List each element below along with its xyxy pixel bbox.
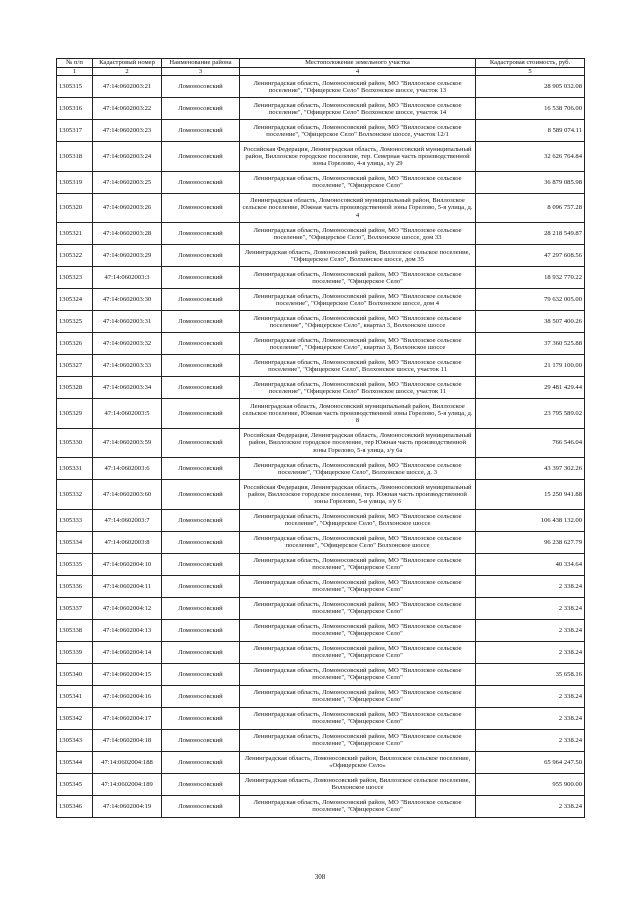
table-row (57, 751, 585, 773)
location-cell: Российская Федерация, Ленинградская область, Ломоносовский муниципальный район, Виллозское городское поселение, тер. Южная часть производственной зоны Горелово, 5-я улица, з/у 6 (240, 480, 476, 510)
cadastral-number-cell: 47:14:0602003:28 (93, 223, 162, 245)
cadastral-value-cell: 15 250 941.88 (476, 480, 585, 510)
table-row (57, 142, 585, 172)
row-number-cell: 1305340 (57, 663, 93, 685)
cadastral-number-cell: 47:14:0602003:22 (93, 98, 162, 120)
cadastral-value-cell: 8 589 074.11 (476, 120, 585, 142)
location-cell: Ленинградская область, Ломоносовский район, МО "Виллозское сельское поселение", "Офицерское Село" (240, 267, 476, 289)
header-row-number: № п/п (57, 59, 93, 68)
location-cell: Ленинградская область, Ломоносовский муниципальный район, Виллозское сельское поселение, Южная часть производственной зоны Горелово, 5-я улица, д. 8 (240, 399, 476, 429)
table-row (57, 685, 585, 707)
district-cell: Ломоносовский (162, 575, 240, 597)
location-cell: Ленинградская область, Ломоносовский район, МО "Виллозское сельское поселение", "Офицерское Село" Волхонское шоссе, участок 12/1 (240, 120, 476, 142)
table-row (57, 509, 585, 531)
table-header (57, 59, 585, 76)
cadastral-number-cell: 47:14:0602003:7 (93, 509, 162, 531)
cadastral-value-cell: 2 338.24 (476, 641, 585, 663)
location-cell: Ленинградская область, Ломоносовский район, МО "Виллозское сельское поселение", "Офицерское Село", Волхонское шоссе, дом 33 (240, 223, 476, 245)
district-cell: Ломоносовский (162, 377, 240, 399)
location-cell: Ленинградская область, Ломоносовский район, МО "Виллозское сельское поселение", "Офицерское Село" (240, 553, 476, 575)
row-number-cell: 1305325 (57, 311, 93, 333)
row-number-cell: 1305342 (57, 707, 93, 729)
location-cell: Ленинградская область, Ломоносовский район, МО "Виллозское сельское поселение", "Офицерское Село" (240, 597, 476, 619)
page-number: 308 (314, 873, 326, 881)
table-row (57, 289, 585, 311)
location-cell: Ленинградская область, Ломоносовский район, МО "Виллозское сельское поселение", "Офицерское Село" Волхонское шоссе, участок 11 (240, 377, 476, 399)
row-number-cell: 1305339 (57, 641, 93, 663)
table-row (57, 267, 585, 289)
location-cell: Ленинградская область, Ломоносовский район, МО "Виллозское сельское поселение", "Офицерское Село" Волхонское шоссе, участок 13 (240, 76, 476, 98)
district-cell: Ломоносовский (162, 597, 240, 619)
table-row (57, 76, 585, 98)
cadastral-value-cell: 28 218 549.87 (476, 223, 585, 245)
cadastral-value-cell: 2 338.24 (476, 685, 585, 707)
district-cell: Ломоносовский (162, 729, 240, 751)
row-number-cell: 1305326 (57, 333, 93, 355)
cadastral-number-cell: 47:14:0602003:24 (93, 142, 162, 172)
header-district-name: Наименование района (162, 59, 240, 68)
table-row (57, 333, 585, 355)
cadastral-value-cell: 47 297 608.56 (476, 245, 585, 267)
district-cell: Ломоносовский (162, 399, 240, 429)
district-cell: Ломоносовский (162, 751, 240, 773)
table-row (57, 311, 585, 333)
row-number-cell: 1305318 (57, 142, 93, 172)
table-body (57, 76, 585, 818)
cadastral-number-cell: 47:14:0602003:60 (93, 480, 162, 510)
cadastral-value-cell: 2 338.24 (476, 707, 585, 729)
cadastral-number-cell: 47:14:0602003:29 (93, 245, 162, 267)
cadastral-number-cell: 47:14:0602004:13 (93, 619, 162, 641)
location-cell: Ленинградская область, Ломоносовский район, Виллозское сельское поселение, Волхонское шоссе (240, 773, 476, 795)
cadastral-number-cell: 47:14:0602003:31 (93, 311, 162, 333)
row-number-cell: 1305332 (57, 480, 93, 510)
row-number-cell: 1305331 (57, 458, 93, 480)
row-number-cell: 1305328 (57, 377, 93, 399)
cadastral-value-cell: 2 338.24 (476, 575, 585, 597)
district-cell: Ломоносовский (162, 98, 240, 120)
row-number-cell: 1305317 (57, 120, 93, 142)
cadastral-value-cell: 23 795 589.02 (476, 399, 585, 429)
cadastral-number-cell: 47:14:0602003:3 (93, 267, 162, 289)
location-cell: Ленинградская область, Ломоносовский муниципальный район, Виллозское сельское поселение, Южная часть производственной зоны Горелово, 5-я улица, д. 4 (240, 193, 476, 223)
cadastral-number-cell: 47:14:0602003:26 (93, 193, 162, 223)
row-number-cell: 1305335 (57, 553, 93, 575)
location-cell: Ленинградская область, Ломоносовский район, МО "Виллозское сельское поселение", "Офицерское Село", Волхонское шоссе (240, 509, 476, 531)
cadastral-number-cell: 47:14:0602004:17 (93, 707, 162, 729)
table-row (57, 399, 585, 429)
location-cell: Ленинградская область, Ломоносовский район, МО "Виллозское сельское поселение", "Офицерское Село" (240, 575, 476, 597)
column-number-2: 2 (93, 68, 162, 76)
location-cell: Ленинградская область, Ломоносовский район, Виллозское сельское поселение, "Офицерское Село", Волхонское шоссе, дом 35 (240, 245, 476, 267)
table-row (57, 663, 585, 685)
district-cell: Ломоносовский (162, 531, 240, 553)
district-cell: Ломоносовский (162, 171, 240, 193)
cadastral-number-cell: 47:14:0602004:14 (93, 641, 162, 663)
row-number-cell: 1305344 (57, 751, 93, 773)
column-number-4: 4 (240, 68, 476, 76)
cadastral-value-cell: 36 879 085.98 (476, 171, 585, 193)
cadastral-number-cell: 47:14:0602003:32 (93, 333, 162, 355)
row-number-cell: 1305341 (57, 685, 93, 707)
cadastral-value-cell: 28 905 032.08 (476, 76, 585, 98)
cadastral-value-cell: 38 507 400.26 (476, 311, 585, 333)
table-row (57, 553, 585, 575)
row-number-cell: 1305316 (57, 98, 93, 120)
cadastral-number-cell: 47:14:0602003:5 (93, 399, 162, 429)
cadastral-value-cell: 955 900.00 (476, 773, 585, 795)
cadastral-value-cell: 96 238 627.79 (476, 531, 585, 553)
row-number-cell: 1305338 (57, 619, 93, 641)
table-row (57, 458, 585, 480)
location-cell: Ленинградская область, Ломоносовский район, Виллозское сельское поселение, «Офицерское Село» (240, 751, 476, 773)
district-cell: Ломоносовский (162, 641, 240, 663)
cadastral-number-cell: 47:14:0602004:188 (93, 751, 162, 773)
table-row (57, 120, 585, 142)
cadastral-number-cell: 47:14:0602004:15 (93, 663, 162, 685)
row-number-cell: 1305337 (57, 597, 93, 619)
cadastral-value-cell: 2 338.24 (476, 597, 585, 619)
location-cell: Ленинградская область, Ломоносовский район, МО "Виллозское сельское поселение", "Офицерское Село" (240, 707, 476, 729)
district-cell: Ломоносовский (162, 245, 240, 267)
column-number-1: 1 (57, 68, 93, 76)
table-row (57, 377, 585, 399)
district-cell: Ломоносовский (162, 480, 240, 510)
cadastral-value-cell: 40 334.64 (476, 553, 585, 575)
district-cell: Ломоносовский (162, 193, 240, 223)
cadastral-number-cell: 47:14:0602004:16 (93, 685, 162, 707)
cadastral-value-table (56, 58, 585, 818)
cadastral-value-cell: 79 632 005.00 (476, 289, 585, 311)
row-number-cell: 1305346 (57, 795, 93, 817)
location-cell: Ленинградская область, Ломоносовский район, МО "Виллозское сельское поселение", "Офицерское Село", квартал 3, Волхонское шоссе (240, 333, 476, 355)
row-number-cell: 1305329 (57, 399, 93, 429)
row-number-cell: 1305315 (57, 76, 93, 98)
table-row (57, 641, 585, 663)
location-cell: Ленинградская область, Ломоносовский район, МО "Виллозское сельское поселение", "Офицерское Село", квартал 3, Волхонское шоссе (240, 311, 476, 333)
cadastral-number-cell: 47:14:0602003:8 (93, 531, 162, 553)
table-row (57, 480, 585, 510)
district-cell: Ломоносовский (162, 707, 240, 729)
cadastral-number-cell: 47:14:0602003:34 (93, 377, 162, 399)
cadastral-number-cell: 47:14:0602003:21 (93, 76, 162, 98)
district-cell: Ломоносовский (162, 355, 240, 377)
table-row (57, 171, 585, 193)
district-cell: Ломоносовский (162, 311, 240, 333)
cadastral-number-cell: 47:14:0602003:23 (93, 120, 162, 142)
location-cell: Ленинградская область, Ломоносовский район, МО "Виллозское сельское поселение", "Офицерское Село" Волхонское шоссе (240, 531, 476, 553)
cadastral-number-cell: 47:14:0602004:11 (93, 575, 162, 597)
table-row (57, 531, 585, 553)
header-cadastral-value: Кадастровая стоимость, руб. (476, 59, 585, 68)
cadastral-value-cell: 65 964 247.50 (476, 751, 585, 773)
district-cell: Ломоносовский (162, 142, 240, 172)
district-cell: Ломоносовский (162, 333, 240, 355)
header-cadastral-number: Кадастровый номер (93, 59, 162, 68)
cadastral-number-cell: 47:14:0602004:19 (93, 795, 162, 817)
location-cell: Российская Федерация, Ленинградская область, Ломоносовский муниципальный район, Виллозское городское поселение, тер Южная часть производственной зоны Горелово, 5-я улица, з/у 6а (240, 428, 476, 458)
location-cell: Ленинградская область, Ломоносовский район, МО "Виллозское сельское поселение", "Офицерское Село" (240, 663, 476, 685)
row-number-cell: 1305324 (57, 289, 93, 311)
table-row (57, 193, 585, 223)
row-number-cell: 1305336 (57, 575, 93, 597)
table-row (57, 619, 585, 641)
cadastral-number-cell: 47:14:0602003:25 (93, 171, 162, 193)
district-cell: Ломоносовский (162, 267, 240, 289)
cadastral-value-cell: 43 397 302.26 (476, 458, 585, 480)
row-number-cell: 1305321 (57, 223, 93, 245)
row-number-cell: 1305345 (57, 773, 93, 795)
table-row (57, 707, 585, 729)
table-row (57, 795, 585, 817)
cadastral-value-cell: 16 538 706.00 (476, 98, 585, 120)
location-cell: Ленинградская область, Ломоносовский район, МО "Виллозское сельское поселение", "Офицерское Село" (240, 171, 476, 193)
cadastral-value-cell: 37 360 525.88 (476, 333, 585, 355)
cadastral-number-cell: 47:14:0602003:33 (93, 355, 162, 377)
district-cell: Ломоносовский (162, 223, 240, 245)
cadastral-number-cell: 47:14:0602004:12 (93, 597, 162, 619)
table-row (57, 98, 585, 120)
cadastral-value-cell: 32 626 764.84 (476, 142, 585, 172)
district-cell: Ломоносовский (162, 663, 240, 685)
district-cell: Ломоносовский (162, 120, 240, 142)
row-number-cell: 1305333 (57, 509, 93, 531)
row-number-cell: 1305323 (57, 267, 93, 289)
row-number-cell: 1305322 (57, 245, 93, 267)
table-row (57, 428, 585, 458)
cadastral-value-cell: 8 096 757.28 (476, 193, 585, 223)
district-cell: Ломоносовский (162, 289, 240, 311)
location-cell: Ленинградская область, Ломоносовский район, МО "Виллозское сельское поселение", "Офицерское Село" (240, 619, 476, 641)
table-row (57, 355, 585, 377)
district-cell: Ломоносовский (162, 773, 240, 795)
district-cell: Ломоносовский (162, 458, 240, 480)
cadastral-value-cell: 766 546.04 (476, 428, 585, 458)
table-row (57, 773, 585, 795)
cadastral-number-cell: 47:14:0602003:6 (93, 458, 162, 480)
location-cell: Ленинградская область, Ломоносовский район, МО "Виллозское сельское поселение", "Офицерское Село" (240, 641, 476, 663)
cadastral-number-cell: 47:14:0602003:59 (93, 428, 162, 458)
table-row (57, 245, 585, 267)
district-cell: Ломоносовский (162, 619, 240, 641)
header-location: Местоположение земельного участка (240, 59, 476, 68)
cadastral-value-cell: 106 438 132.00 (476, 509, 585, 531)
column-number-5: 5 (476, 68, 585, 76)
location-cell: Ленинградская область, Ломоносовский район, МО "Виллозское сельское поселение", "Офицерское Село" (240, 685, 476, 707)
row-number-cell: 1305334 (57, 531, 93, 553)
cadastral-number-cell: 47:14:0602004:18 (93, 729, 162, 751)
location-cell: Ленинградская область, Ломоносовский район, МО "Виллозское сельское поселение", "Офицерское Село" Волхонское шоссе, дом 4 (240, 289, 476, 311)
table-row (57, 597, 585, 619)
location-cell: Ленинградская область, Ломоносовский район, МО "Виллозское сельское поселение", "Офицерское Село" (240, 729, 476, 751)
row-number-cell: 1305343 (57, 729, 93, 751)
location-cell: Российская Федерация, Ленинградская область, Ломоносовский муниципальный район, Виллозское городское поселение, тер. Северная часть производственной зоны Горелово, 4-я улица, з/у 29 (240, 142, 476, 172)
cadastral-value-cell: 21 179 100.00 (476, 355, 585, 377)
row-number-cell: 1305330 (57, 428, 93, 458)
district-cell: Ломоносовский (162, 795, 240, 817)
location-cell: Ленинградская область, Ломоносовский район, МО "Виллозское сельское поселение", "Офицерское Село" (240, 795, 476, 817)
column-number-3: 3 (162, 68, 240, 76)
cadastral-value-cell: 2 338.24 (476, 729, 585, 751)
cadastral-value-cell: 29 481 429.44 (476, 377, 585, 399)
district-cell: Ломоносовский (162, 509, 240, 531)
table-row (57, 575, 585, 597)
row-number-cell: 1305320 (57, 193, 93, 223)
cadastral-value-cell: 2 338.24 (476, 619, 585, 641)
cadastral-number-cell: 47:14:0602004:10 (93, 553, 162, 575)
location-cell: Ленинградская область, Ломоносовский район, МО "Виллозское сельское поселение", "Офицерское Село", Волхонское шоссе, участок 11 (240, 355, 476, 377)
cadastral-value-cell: 2 338.24 (476, 795, 585, 817)
location-cell: Ленинградская область, Ломоносовский район, МО "Виллозское сельское поселение", "Офицерское Село" Волхонское шоссе, участок 14 (240, 98, 476, 120)
cadastral-value-cell: 35 658.16 (476, 663, 585, 685)
cadastral-number-cell: 47:14:0602003:30 (93, 289, 162, 311)
row-number-cell: 1305327 (57, 355, 93, 377)
table-row (57, 729, 585, 751)
row-number-cell: 1305319 (57, 171, 93, 193)
table-row (57, 223, 585, 245)
district-cell: Ломоносовский (162, 428, 240, 458)
district-cell: Ломоносовский (162, 685, 240, 707)
district-cell: Ломоносовский (162, 553, 240, 575)
location-cell: Ленинградская область, Ломоносовский район, МО "Виллозское сельское поселение", "Офицерское Село", Волхонское шоссе, д. 3 (240, 458, 476, 480)
cadastral-number-cell: 47:14:0602004:189 (93, 773, 162, 795)
district-cell: Ломоносовский (162, 76, 240, 98)
cadastral-value-cell: 18 932 770.22 (476, 267, 585, 289)
